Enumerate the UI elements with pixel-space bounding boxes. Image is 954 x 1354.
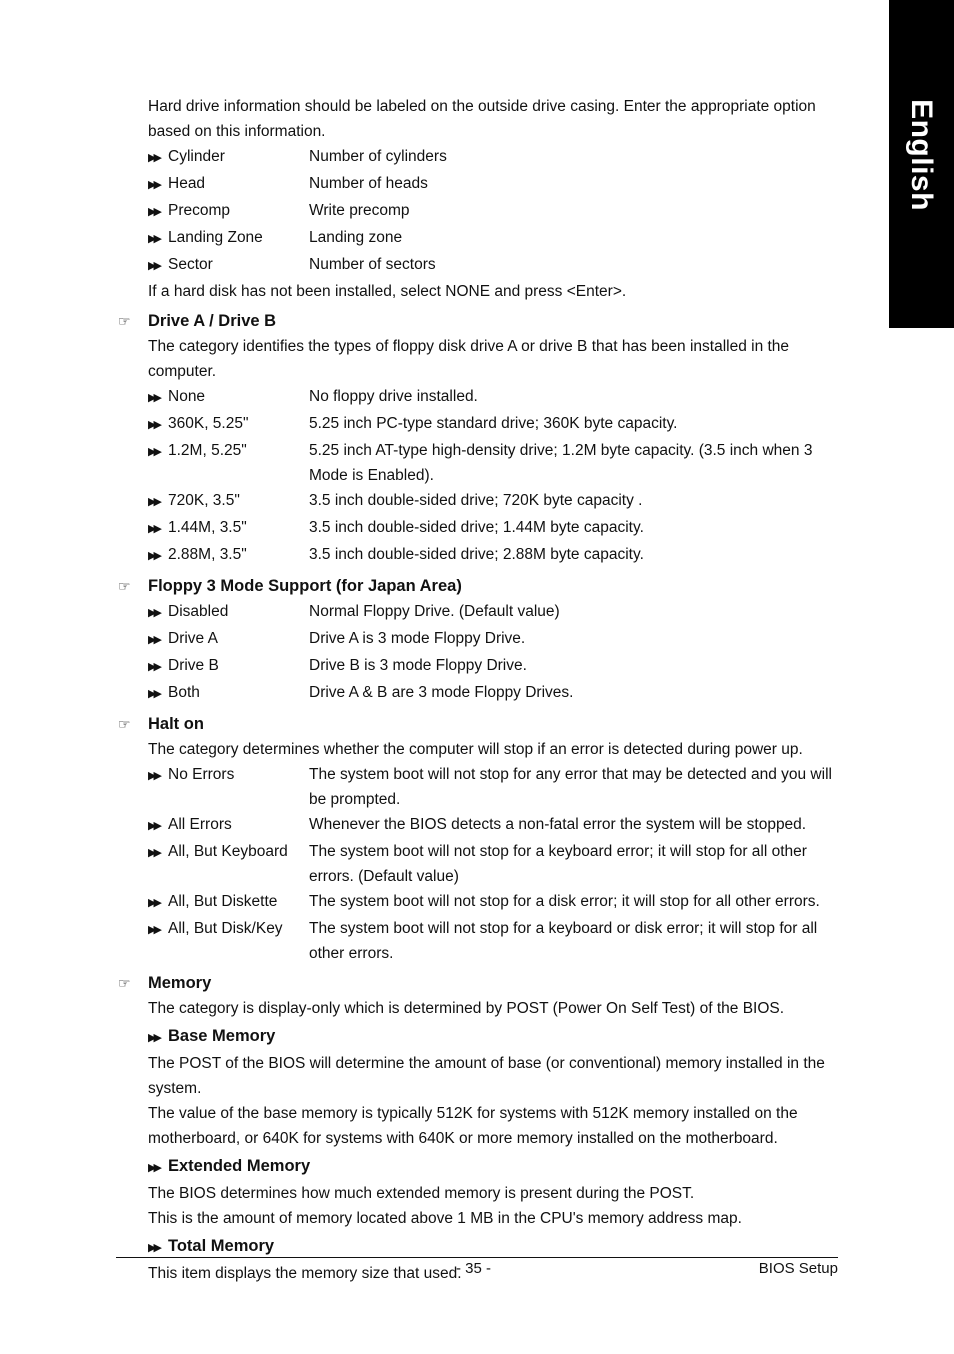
double-arrow-icon: ▶▶ [148,419,159,431]
option-description: Drive A is 3 mode Floppy Drive. [309,630,526,647]
option-term: ▶▶ Disabled [148,599,309,626]
option-row [148,438,843,488]
double-arrow-icon: ▶▶ [148,607,159,619]
section-halt [118,712,843,737]
option-term: ▶▶ Precomp [148,198,309,225]
option-term: ▶▶ All, But Disk/Key [148,916,309,966]
option-row [148,839,843,889]
extended-memory-p1: The BIOS determines how much extended memory is present during the POST. [148,1185,695,1202]
double-arrow-icon: ▶▶ [148,446,159,458]
page-content [118,94,843,1286]
option-description: The system boot will not stop for a keyboard error; it will stop for all other errors. (Default value) [309,843,807,885]
section-title: Floppy 3 Mode Support (for Japan Area) [148,577,462,595]
footer-title: BIOS Setup [758,1260,838,1277]
option-term: ▶▶ None [148,384,309,411]
option-description: Write precomp [309,202,410,219]
option-description: The system boot will not stop for a disk error; it will stop for all other errors. [309,893,820,910]
double-arrow-icon: ▶▶ [148,550,159,562]
double-arrow-icon: ▶▶ [148,496,159,508]
section-title: Drive A / Drive B [148,312,277,330]
extended-memory-p2: This is the amount of memory located above 1 MB in the CPU's memory address map. [148,1210,742,1227]
hdd-intro: Hard drive information should be labeled on the outside drive casing. Enter the appropriate option based on this information. [148,98,816,140]
option-term: ▶▶ Landing Zone [148,225,309,252]
section-memory [118,971,843,996]
double-arrow-icon: ▶▶ [148,897,159,909]
pointing-hand-icon: ☞ [118,313,131,329]
option-row [148,626,843,653]
base-memory-title: ▶▶ Base Memory [148,1024,843,1051]
option-row [148,916,843,966]
hdd-note: If a hard disk has not been installed, select NONE and press <Enter>. [148,283,627,300]
option-term: ▶▶ Drive B [148,653,309,680]
double-arrow-icon: ▶▶ [148,688,159,700]
option-row [148,252,843,279]
option-row [148,812,843,839]
option-row [148,198,843,225]
halt-list [148,762,843,966]
drive-list [148,384,843,569]
option-row [148,762,843,812]
double-arrow-icon: ▶▶ [148,847,159,859]
option-row [148,225,843,252]
language-tab [889,0,954,328]
page-number: - 35 - [456,1260,492,1277]
option-row [148,488,843,515]
option-description: 3.5 inch double-sided drive; 2.88M byte capacity. [309,546,644,563]
double-arrow-icon: ▶▶ [148,233,159,245]
option-description: 5.25 inch PC-type standard drive; 360K byte capacity. [309,415,678,432]
option-description: Drive B is 3 mode Floppy Drive. [309,657,527,674]
option-description: Number of cylinders [309,148,447,165]
double-arrow-icon: ▶▶ [148,1162,159,1174]
double-arrow-icon: ▶▶ [148,1032,159,1044]
double-arrow-icon: ▶▶ [148,820,159,832]
option-term: ▶▶ 720K, 3.5" [148,488,309,515]
double-arrow-icon: ▶▶ [148,634,159,646]
halt-intro: The category determines whether the computer will stop if an error is detected during power up. [148,741,803,758]
double-arrow-icon: ▶▶ [148,523,159,535]
option-description: Number of heads [309,175,428,192]
option-description: 5.25 inch AT-type high-density drive; 1.2M byte capacity. (3.5 inch when 3 Mode is Enabled). [309,442,813,484]
memory-intro: The category is display-only which is determined by POST (Power On Self Test) of the BIOS. [148,1000,785,1017]
double-arrow-icon: ▶▶ [148,1242,159,1254]
base-memory-p1: The POST of the BIOS will determine the amount of base (or conventional) memory installed in the system. [148,1055,825,1097]
option-description: Landing zone [309,229,403,246]
double-arrow-icon: ▶▶ [148,924,159,936]
option-term: ▶▶ Sector [148,252,309,279]
option-description: No floppy drive installed. [309,388,478,405]
drive-intro: The category identifies the types of floppy disk drive A or drive B that has been installed in the computer. [148,338,790,380]
double-arrow-icon: ▶▶ [148,206,159,218]
double-arrow-icon: ▶▶ [148,392,159,404]
section-floppy3 [118,574,843,599]
option-term: ▶▶ Cylinder [148,144,309,171]
option-row [148,599,843,626]
option-term: ▶▶ No Errors [148,762,309,812]
extended-memory-title: ▶▶ Extended Memory [148,1154,843,1181]
option-term: ▶▶ Head [148,171,309,198]
option-term: ▶▶ 1.44M, 3.5" [148,515,309,542]
option-description: Normal Floppy Drive. (Default value) [309,603,560,620]
option-term: ▶▶ 360K, 5.25" [148,411,309,438]
double-arrow-icon: ▶▶ [148,260,159,272]
option-description: Number of sectors [309,256,436,273]
option-description: Whenever the BIOS detects a non-fatal error the system will be stopped. [309,816,807,833]
section-drive [118,309,843,334]
pointing-hand-icon: ☞ [118,975,131,991]
double-arrow-icon: ▶▶ [148,770,159,782]
total-memory-title: ▶▶ Total Memory [148,1234,843,1261]
option-description: 3.5 inch double-sided drive; 720K byte capacity . [309,492,643,509]
hdd-list [148,144,843,279]
option-term: ▶▶ 1.2M, 5.25" [148,438,309,488]
option-row [148,384,843,411]
option-term: ▶▶ Both [148,680,309,707]
option-row [148,542,843,569]
option-row [148,515,843,542]
option-description: The system boot will not stop for any error that may be detected and you will be prompted. [309,766,832,808]
option-description: 3.5 inch double-sided drive; 1.44M byte capacity. [309,519,644,536]
option-row [148,411,843,438]
option-row [148,653,843,680]
option-row [148,171,843,198]
option-description: Drive A & B are 3 mode Floppy Drives. [309,684,574,701]
section-title: Halt on [148,715,204,733]
option-term: ▶▶ All Errors [148,812,309,839]
double-arrow-icon: ▶▶ [148,661,159,673]
option-description: The system boot will not stop for a keyboard or disk error; it will stop for all other errors. [309,920,818,962]
base-memory-p2: The value of the base memory is typically 512K for systems with 512K memory installed on the motherboard, or 640K for systems with 640K or more memory installed on the motherboard. [148,1105,798,1147]
option-row [148,144,843,171]
option-row [148,680,843,707]
pointing-hand-icon: ☞ [118,578,131,594]
option-term: ▶▶ All, But Keyboard [148,839,309,889]
option-term: ▶▶ Drive A [148,626,309,653]
double-arrow-icon: ▶▶ [148,152,159,164]
total-memory-p1: This item displays the memory size that used. [148,1265,462,1282]
language-tab-label: English [905,99,938,211]
floppy3-list [148,599,843,707]
double-arrow-icon: ▶▶ [148,179,159,191]
option-row [148,889,843,916]
option-term: ▶▶ All, But Diskette [148,889,309,916]
pointing-hand-icon: ☞ [118,716,131,732]
section-title: Memory [148,974,212,992]
option-term: ▶▶ 2.88M, 3.5" [148,542,309,569]
